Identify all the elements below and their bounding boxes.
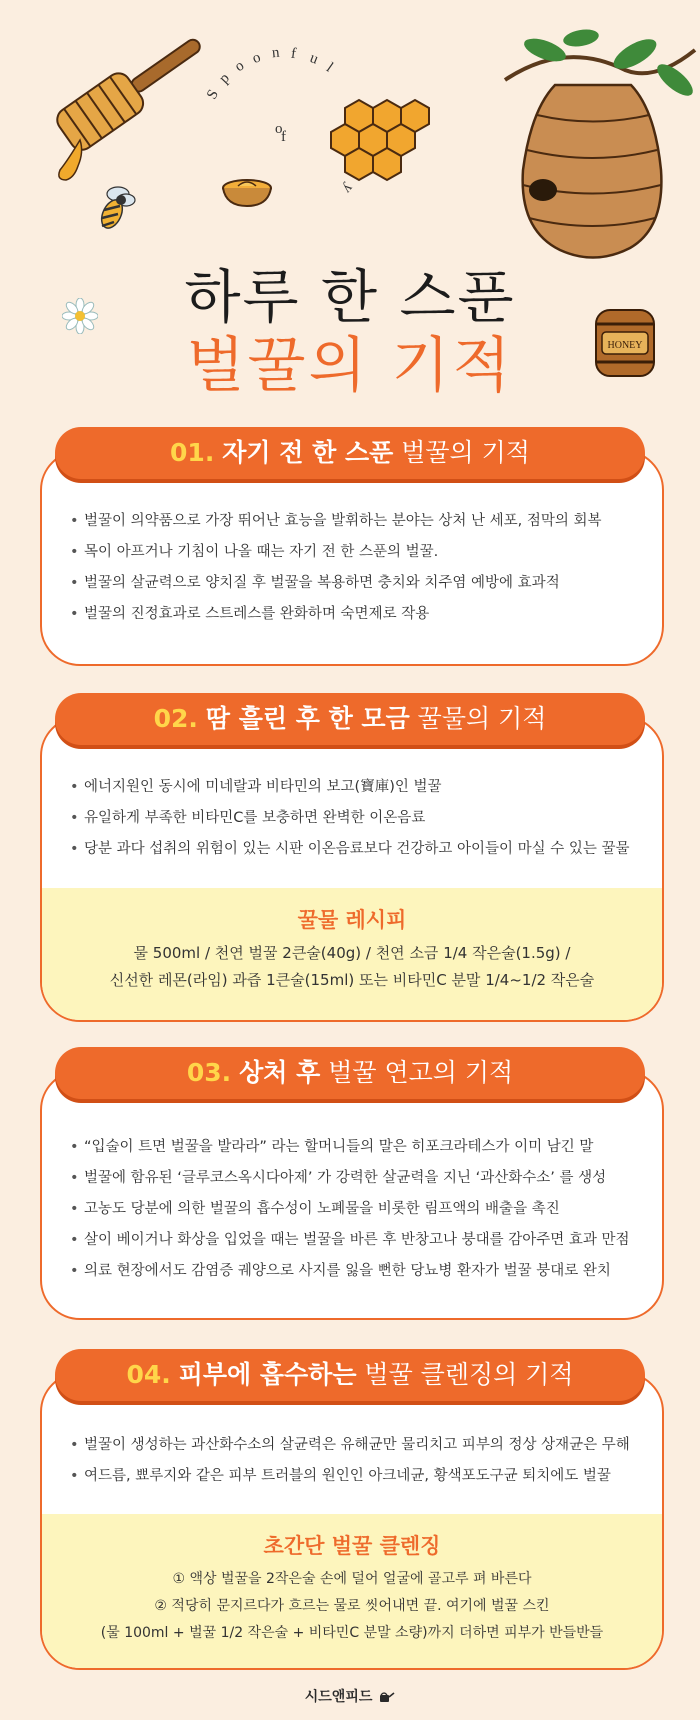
section-heading-bold: 상처 후 [239, 1058, 321, 1087]
hero-header [0, 0, 700, 410]
section-number: 03. [186, 1058, 232, 1087]
spoonful-letter: S [203, 86, 223, 103]
recipe-line: ② 적당히 문지르다가 흐르는 물로 씻어내면 끝. 여기에 벌꿀 스킨 [154, 1598, 550, 1614]
bullet-item: • 목이 아프거나 기침이 나올 때는 자기 전 한 스푼의 벌꿀. [70, 537, 662, 568]
honey-cleansing-recipe-box [42, 1514, 662, 1668]
bullet-item: • 벌꿀이 생성하는 과산화수소의 살균력은 유해균만 물리치고 피부의 정상 상재균은 무해 [70, 1430, 662, 1461]
spoonful-letter: l [323, 59, 337, 76]
spoonful-letter: u [307, 49, 322, 68]
bullet-item: • 살이 베이거나 화상을 입었을 때는 벌꿀을 바른 후 반창고나 붕대를 감아주면 효과 만점 [70, 1225, 662, 1256]
bullet-item: • 의료 현장에서도 감염증 궤양으로 사지를 잃을 뻔한 당뇨병 환자가 벌꿀 붕대로 완치 [70, 1256, 662, 1287]
section-4-bullets [42, 1430, 662, 1492]
beehive-illustration [485, 10, 700, 265]
bullet-item: • “입술이 트면 벌꿀을 발라라” 라는 할머니들의 말은 히포크라테스가 이미 남긴 말 [70, 1132, 662, 1163]
section-number: 04. [126, 1360, 171, 1389]
watering-can-icon [377, 1690, 395, 1704]
spoonful-letter: f [290, 45, 299, 63]
spoonful-letter: p [215, 70, 234, 88]
bullet-item: • 고농도 당분에 의한 벌꿀의 흡수성이 노폐물을 비롯한 림프액의 배출을 촉진 [70, 1194, 662, 1225]
section-card-1 [40, 450, 664, 666]
honey-water-recipe-box [42, 888, 662, 1020]
section-card-4 [40, 1372, 664, 1670]
section-1-bullets [42, 506, 662, 630]
spoonful-letter: o [250, 48, 264, 67]
section-number: 01. [170, 438, 215, 467]
section-heading-light: 벌꿀 연고의 기적 [320, 1058, 514, 1087]
bullet-item: • 에너지원인 동시에 미네랄과 비타민의 보고(寶庫)인 벌꿀 [70, 772, 662, 803]
recipe-line: 신선한 레몬(라임) 과즙 1큰술(15ml) 또는 비타민C 분말 1/4~1/2 작은술 [109, 971, 595, 989]
recipe-title: 초간단 벌꿀 클렌징 [263, 1534, 441, 1558]
section-heading-light: 벌꿀 클렌징의 기적 [356, 1360, 574, 1389]
bullet-item: • 벌꿀의 살균력으로 양치질 후 벌꿀을 복용하면 충치와 치주염 예방에 효과적 [70, 568, 662, 599]
section-2-bullets [42, 772, 662, 865]
section-heading-bold: 땀 흘린 후 한 모금 [205, 704, 410, 733]
brand-logo [0, 1686, 700, 1706]
main-title-line1: 하루 한 스푼 [184, 263, 516, 331]
spoonful-letter: o [275, 121, 284, 137]
section-heading-light: 벌꿀의 기적 [393, 438, 530, 467]
recipe-title: 꿀물 레시피 [297, 908, 407, 932]
recipe-line: (물 100ml + 벌꿀 1/2 작은술 + 비타민C 분말 소량)까지 더하면 피부가 반들반들 [100, 1625, 604, 1641]
section-card-3 [40, 1070, 664, 1320]
section-2-heading [55, 693, 645, 745]
section-heading-bold: 피부에 흡수하는 [178, 1360, 357, 1389]
bullet-item: • 벌꿀에 함유된 ‘글루코스옥시다아제’ 가 강력한 살균력을 지닌 ‘과산화수소’ 를 생성 [70, 1163, 662, 1194]
section-heading-bold: 자기 전 한 스푼 [222, 438, 394, 467]
section-number: 02. [153, 704, 198, 733]
section-3-bullets [42, 1132, 662, 1287]
spoonful-letter: f [281, 129, 287, 145]
section-1-heading [55, 427, 645, 479]
section-card-2 [40, 716, 664, 1022]
recipe-line: ① 액상 벌꿀을 2작은술 손에 덜어 얼굴에 골고루 펴 바른다 [172, 1571, 532, 1587]
recipe-line: 물 500ml / 천연 벌꿀 2큰술(40g) / 천연 소금 1/4 작은술(1.5g) / [133, 944, 571, 962]
brand-logo-text: 시드앤피드 [304, 1689, 373, 1705]
bullet-item: • 유일하게 부족한 비타민C를 보충하면 완벽한 이온음료 [70, 803, 662, 834]
bullet-item: • 여드름, 뾰루지와 같은 피부 트러블의 원인인 아크네균, 황색포도구균 퇴치에도 벌꿀 [70, 1461, 662, 1492]
barrel-label: HONEY [607, 340, 643, 351]
bullet-item: • 벌꿀이 의약품으로 가장 뛰어난 효능을 발휘하는 분야는 상처 난 세포, 점막의 회복 [70, 506, 662, 537]
honeycomb-illustration [325, 98, 435, 188]
main-title-line2: 벌꿀의 기적 [186, 331, 514, 401]
spoonful-letter: y [338, 180, 357, 197]
honey-dish-icon [218, 172, 276, 212]
section-heading-light: 꿀물의 기적 [409, 704, 547, 733]
section-4-heading [55, 1349, 645, 1401]
spoonful-letter: n [271, 45, 282, 62]
bee-icon [88, 180, 138, 240]
section-3-heading [55, 1047, 645, 1099]
bullet-item: • 당분 과다 섭취의 위험이 있는 시판 이온음료보다 건강하고 아이들이 마실 수 있는 꿀물 [70, 834, 662, 865]
spoonful-letter: o [231, 57, 248, 76]
bullet-item: • 벌꿀의 진정효과로 스트레스를 완화하며 숙면제로 작용 [70, 599, 662, 630]
